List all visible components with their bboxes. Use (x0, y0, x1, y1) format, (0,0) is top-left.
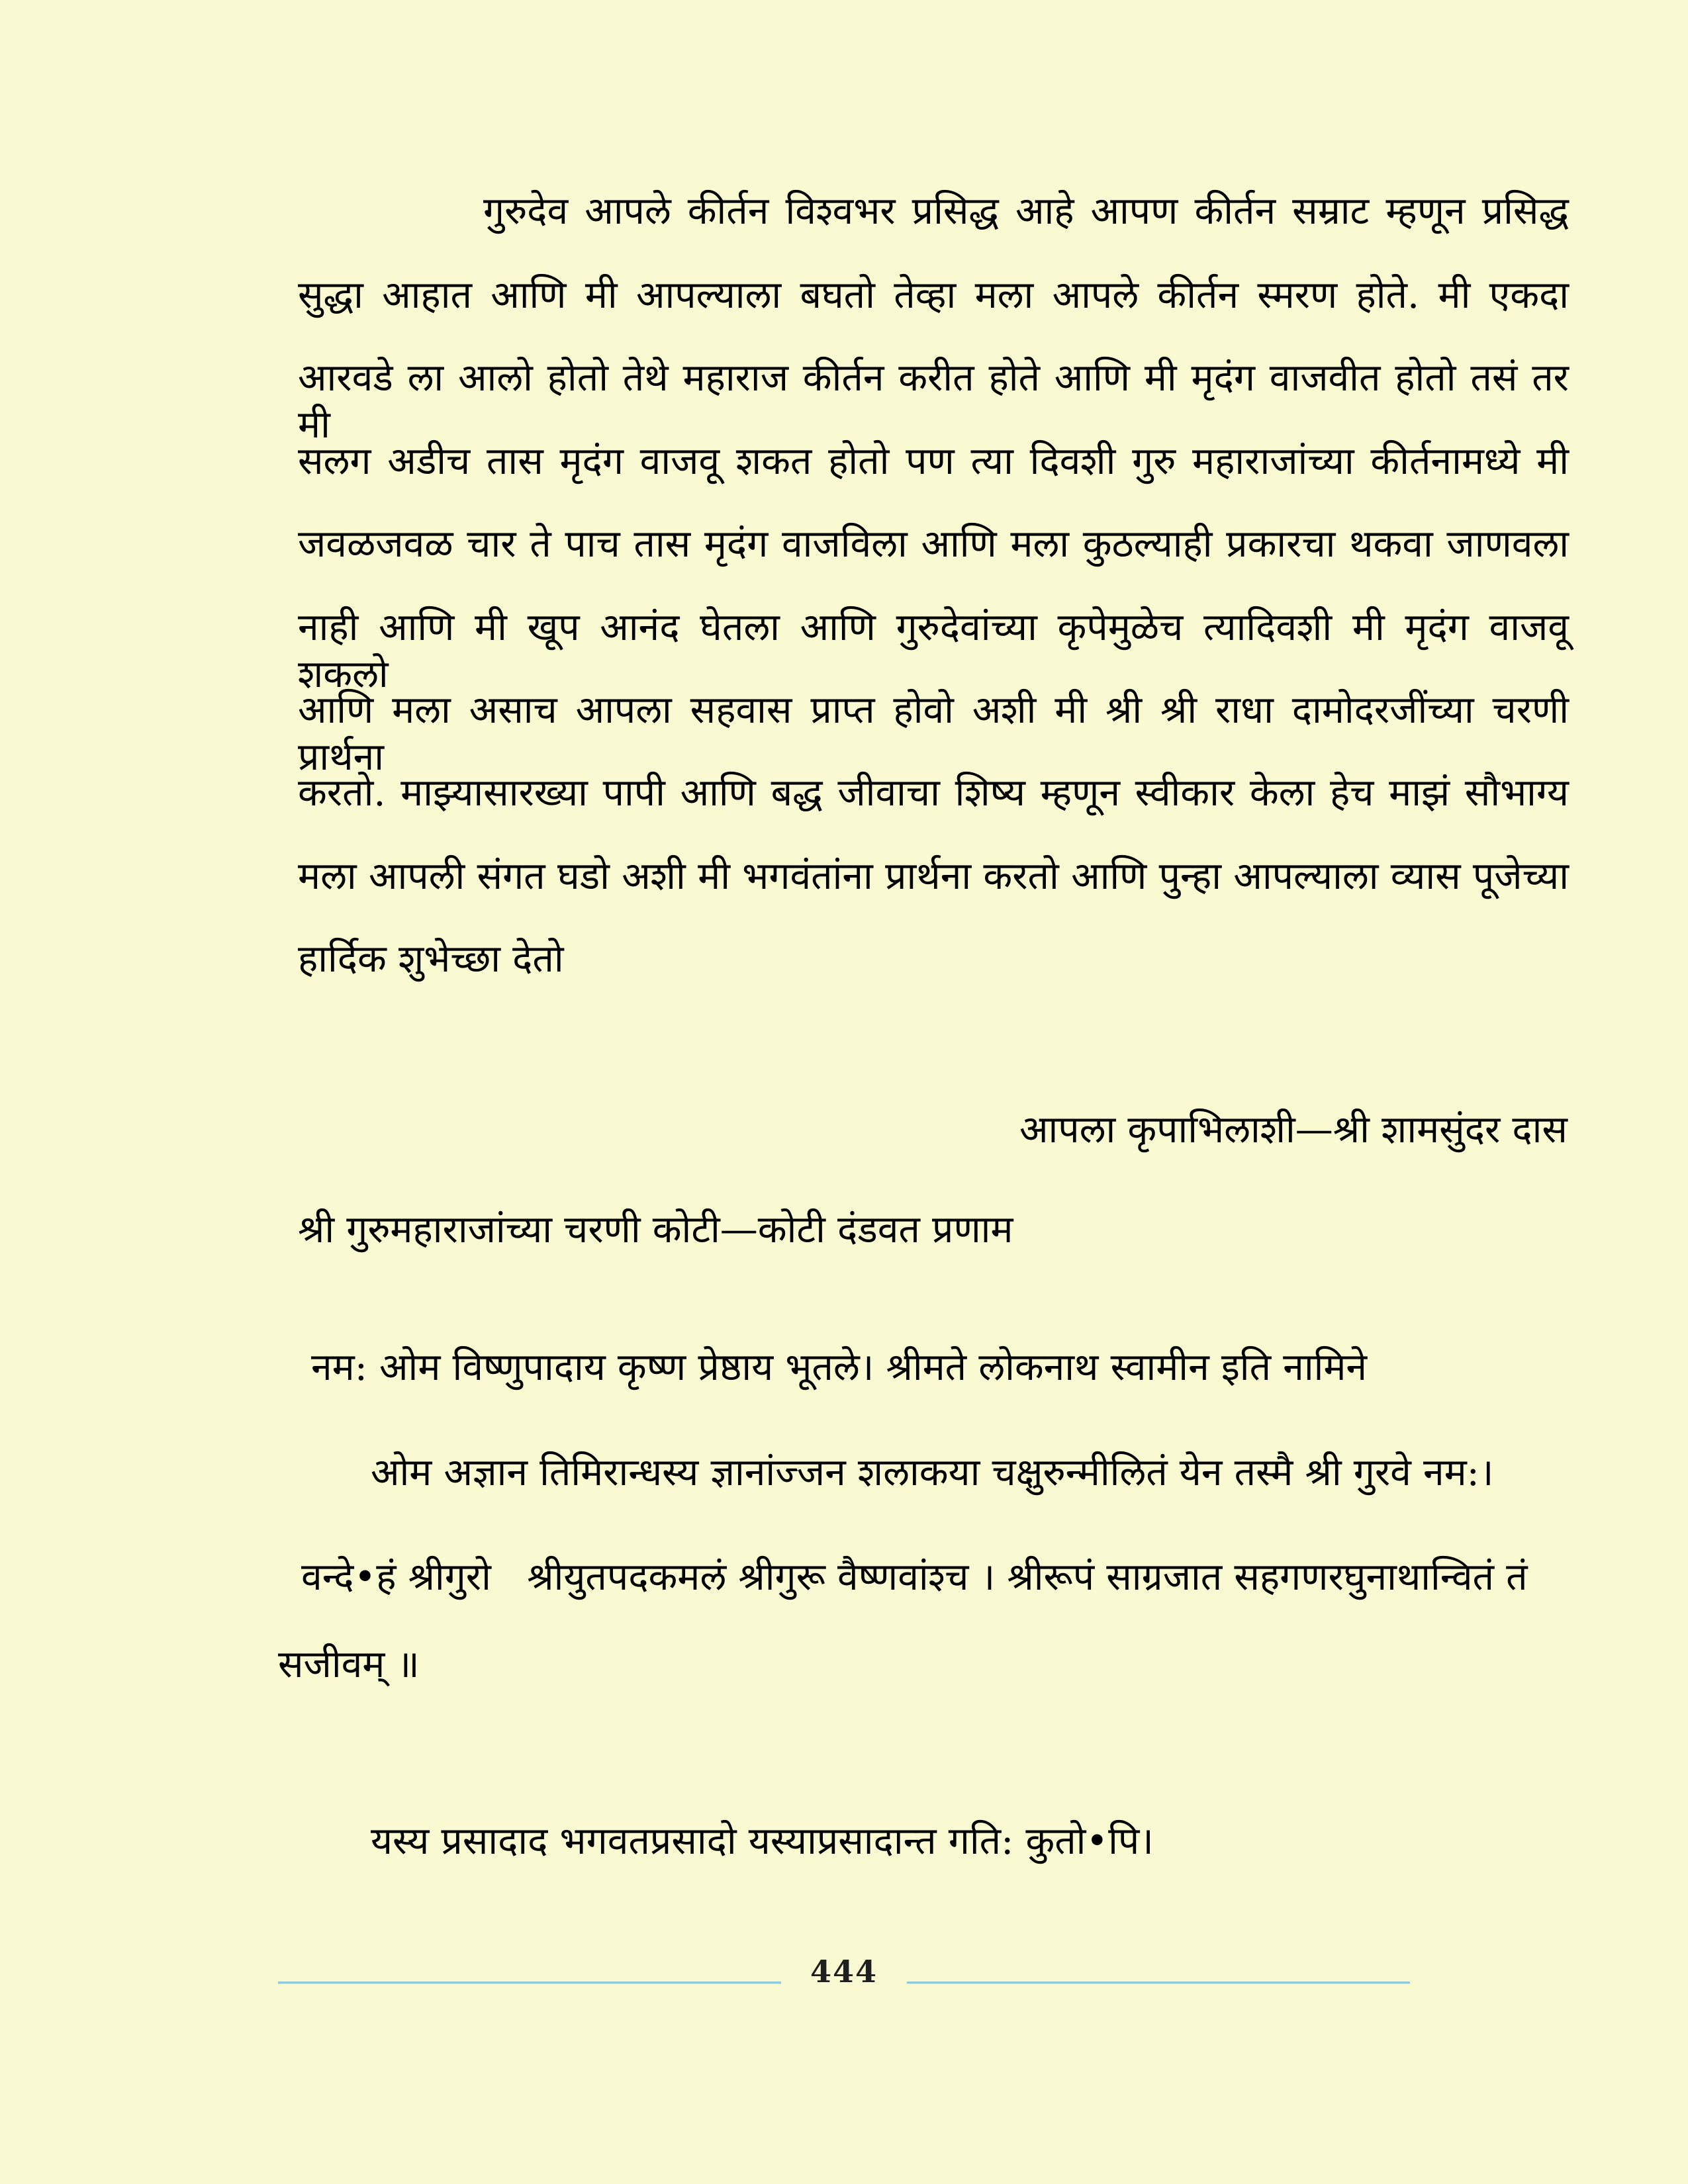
paragraph-line: मला आपली संगत घडो अशी मी भगवंतांना प्रार्थना करतो आणि पुन्हा आपल्याला व्यास पूजेच्या (298, 854, 1569, 898)
footer-rule-right (907, 1981, 1410, 1984)
paragraph-line: सुद्धा आहात आणि मी आपल्याला बघतो तेव्हा मला आपले कीर्तन स्मरण होते. मी एकदा (298, 273, 1569, 317)
paragraph-line: आणि मला असाच आपला सहवास प्राप्त होवो अशी मी श्री श्री राधा दामोदरजींच्या चरणी प्रार्थना (298, 688, 1569, 780)
paragraph-line: नाही आणि मी खूप आनंद घेतला आणि गुरुदेवांच्या कृपेमुळेच त्यादिवशी मी मृदंग वाजवू शकलो (298, 606, 1569, 697)
page-number: 444 (810, 1954, 878, 1989)
paragraph-line: गुरुदेव आपले कीर्तन विश्वभर प्रसिद्ध आहे आपण कीर्तन सम्राट म्हणून प्रसिद्ध (483, 189, 1569, 233)
paragraph-line: जवळजवळ चार ते पाच तास मृदंग वाजविला आणि मला कुठल्याही प्रकारचा थकवा जाणवला (298, 522, 1569, 566)
paragraph-last-line: हार्दिक शुभेच्छा देतो (298, 937, 564, 981)
shloka-vande-end: सजीवम् ॥ (278, 1643, 420, 1686)
shloka-yasya: यस्य प्रसादाद भगवतप्रसादो यस्याप्रसादान्त गति: कुतो•पि। (371, 1819, 1154, 1863)
paragraph-line: सलग अडीच तास मृदंग वाजवू शकत होतो पण त्या दिवशी गुरु महाराजांच्या कीर्तनामध्ये मी (298, 439, 1569, 483)
paragraph-line: आरवडे ला आलो होतो तेथे महाराज कीर्तन करीत होते आणि मी मृदंग वाजवीत होतो तसं तर मी (298, 356, 1569, 447)
paragraph-line: करतो. माझ्यासारख्या पापी आणि बद्ध जीवाचा शिष्य म्हणून स्वीकार केला हेच माझं सौभाग्य (298, 771, 1569, 815)
shloka-vishnupadaya: नम: ओम विष्णुपादाय कृष्ण प्रेष्ठाय भूतले। श्रीमते लोकनाथ स्वामीन इति नामिने (311, 1345, 1368, 1389)
signature-line: आपला कृपाभिलाशी—श्री शामसुंदर दास (1019, 1108, 1568, 1152)
shloka-ajnana: ओम अज्ञान तिमिरान्धस्य ज्ञानांज्जन शलाकया चक्षुरुन्मीलितं येन तस्मै श्री गुरवे नम:। (371, 1451, 1494, 1494)
pranam-line: श्री गुरुमहाराजांच्या चरणी कोटी—कोटी दंडवत प्रणाम (298, 1208, 1013, 1251)
shloka-vande: वन्दे•हं श्रीगुरो श्रीयुतपदकमलं श्रीगुरू वैष्णवांश्च । श्रीरूपं साग्रजात सहगणरघुनाथान्वितं तं (301, 1555, 1528, 1599)
